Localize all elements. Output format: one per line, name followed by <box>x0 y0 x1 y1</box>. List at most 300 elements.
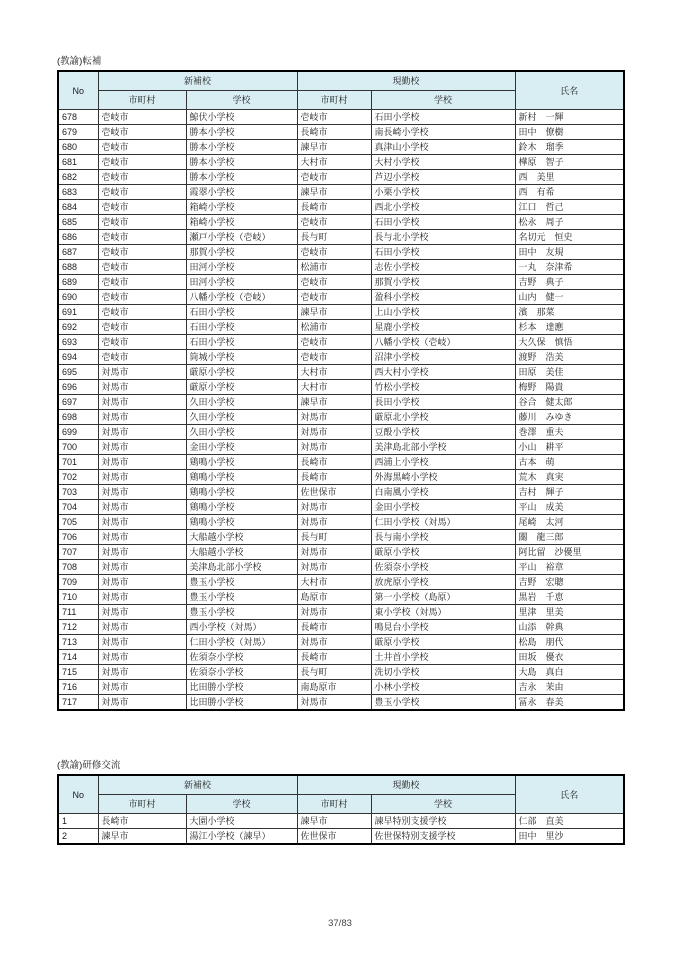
table-row <box>58 365 624 380</box>
teacher-name: 仁部 直美 <box>515 814 624 829</box>
table-row <box>58 829 624 845</box>
teacher-name: 江口 哲己 <box>515 200 624 215</box>
current-school: 上山小学校 <box>371 305 515 320</box>
new-school: 田河小学校 <box>186 260 297 275</box>
teacher-name: 樺原 智子 <box>515 155 624 170</box>
new-school: 大船越小学校 <box>186 545 297 560</box>
new-municipality: 対馬市 <box>98 560 186 575</box>
current-school: 西浦上小学校 <box>371 455 515 470</box>
current-municipality: 壱岐市 <box>297 290 371 305</box>
current-school: 西大村小学校 <box>371 365 515 380</box>
current-school: 土井首小学校 <box>371 650 515 665</box>
current-municipality: 対馬市 <box>297 695 371 711</box>
row-no: 708 <box>58 560 98 575</box>
new-school: 箱崎小学校 <box>186 215 297 230</box>
new-school: 西小学校（対馬） <box>186 620 297 635</box>
current-school: 盈科小学校 <box>371 290 515 305</box>
teacher-name: 吉野 宏聰 <box>515 575 624 590</box>
current-school: 大村小学校 <box>371 155 515 170</box>
current-municipality: 大村市 <box>297 155 371 170</box>
new-school: 豊玉小学校 <box>186 590 297 605</box>
table-row <box>58 200 624 215</box>
new-school: 金田小学校 <box>186 440 297 455</box>
new-municipality: 壱岐市 <box>98 200 186 215</box>
current-municipality: 松浦市 <box>297 320 371 335</box>
current-school: 那賀小学校 <box>371 275 515 290</box>
teacher-name: 鈴木 瑠季 <box>515 140 624 155</box>
current-municipality: 対馬市 <box>297 635 371 650</box>
new-school: 佐須奈小学校 <box>186 650 297 665</box>
new-school: 佐須奈小学校 <box>186 665 297 680</box>
teacher-name: 吉永 茉由 <box>515 680 624 695</box>
row-no: 717 <box>58 695 98 711</box>
current-school: 金田小学校 <box>371 500 515 515</box>
new-municipality: 対馬市 <box>98 605 186 620</box>
current-municipality: 対馬市 <box>297 500 371 515</box>
new-municipality: 対馬市 <box>98 470 186 485</box>
transfer-section <box>57 56 623 711</box>
new-municipality: 壱岐市 <box>98 125 186 140</box>
current-school: 小林小学校 <box>371 680 515 695</box>
header-current-school: 学校 <box>371 91 515 110</box>
new-school: 鶏鳴小学校 <box>186 500 297 515</box>
current-municipality: 諫早市 <box>297 185 371 200</box>
teacher-name: 大島 真白 <box>515 665 624 680</box>
new-municipality: 対馬市 <box>98 620 186 635</box>
row-no: 707 <box>58 545 98 560</box>
header-new-school: 学校 <box>186 795 297 814</box>
current-municipality: 壱岐市 <box>297 335 371 350</box>
row-no: 2 <box>58 829 98 845</box>
table-row <box>58 680 624 695</box>
transfer-table-body <box>58 110 624 711</box>
table-row <box>58 425 624 440</box>
new-municipality: 長崎市 <box>98 814 186 829</box>
table-row <box>58 170 624 185</box>
table-row <box>58 275 624 290</box>
transfer-table-header <box>58 71 624 110</box>
header-current-school: 学校 <box>371 795 515 814</box>
current-school: 外海黒崎小学校 <box>371 470 515 485</box>
current-municipality: 対馬市 <box>297 605 371 620</box>
new-municipality: 壱岐市 <box>98 350 186 365</box>
new-municipality: 壱岐市 <box>98 260 186 275</box>
teacher-name: 關 龍三郎 <box>515 530 624 545</box>
current-municipality: 長与町 <box>297 530 371 545</box>
new-municipality: 対馬市 <box>98 485 186 500</box>
current-municipality: 対馬市 <box>297 545 371 560</box>
table-row <box>58 695 624 711</box>
current-municipality: 壱岐市 <box>297 170 371 185</box>
current-school: 石田小学校 <box>371 215 515 230</box>
new-municipality: 壱岐市 <box>98 305 186 320</box>
current-municipality: 壱岐市 <box>297 350 371 365</box>
current-municipality: 諫早市 <box>297 140 371 155</box>
current-school: 諫早特別支援学校 <box>371 814 515 829</box>
current-school: 八幡小学校（壱岐） <box>371 335 515 350</box>
current-municipality: 長崎市 <box>297 620 371 635</box>
table-row <box>58 560 624 575</box>
new-municipality: 対馬市 <box>98 500 186 515</box>
row-no: 690 <box>58 290 98 305</box>
teacher-name: 尾崎 太河 <box>515 515 624 530</box>
table-row <box>58 380 624 395</box>
new-school: 勝本小学校 <box>186 140 297 155</box>
current-municipality: 大村市 <box>297 575 371 590</box>
new-municipality: 対馬市 <box>98 395 186 410</box>
current-municipality: 大村市 <box>297 380 371 395</box>
current-municipality: 長崎市 <box>297 125 371 140</box>
teacher-name: 大久保 慎悟 <box>515 335 624 350</box>
teacher-name: 杉本 達應 <box>515 320 624 335</box>
new-school: 田河小学校 <box>186 275 297 290</box>
current-municipality: 諫早市 <box>297 305 371 320</box>
teacher-name: 平山 成美 <box>515 500 624 515</box>
transfer-table <box>57 70 625 711</box>
new-school: 鶏鳴小学校 <box>186 485 297 500</box>
table-row <box>58 530 624 545</box>
header-current-municipality: 市町村 <box>297 795 371 814</box>
current-school: 美津島北部小学校 <box>371 440 515 455</box>
header-current-school-group: 現勤校 <box>297 775 515 795</box>
current-school: 鳴見台小学校 <box>371 620 515 635</box>
current-school: 沼津小学校 <box>371 350 515 365</box>
new-municipality: 壱岐市 <box>98 140 186 155</box>
row-no: 685 <box>58 215 98 230</box>
current-school: 洗切小学校 <box>371 665 515 680</box>
table-row <box>58 230 624 245</box>
new-school: 那賀小学校 <box>186 245 297 260</box>
row-no: 705 <box>58 515 98 530</box>
teacher-name: 荒木 真実 <box>515 470 624 485</box>
table-row <box>58 335 624 350</box>
current-school: 長与北小学校 <box>371 230 515 245</box>
current-municipality: 対馬市 <box>297 410 371 425</box>
row-no: 696 <box>58 380 98 395</box>
current-school: 佐須奈小学校 <box>371 560 515 575</box>
current-school: 厳原小学校 <box>371 635 515 650</box>
row-no: 714 <box>58 650 98 665</box>
new-municipality: 対馬市 <box>98 530 186 545</box>
teacher-name: 西 美里 <box>515 170 624 185</box>
header-no: No <box>58 71 98 110</box>
teacher-name: 松島 朋代 <box>515 635 624 650</box>
header-new-school: 学校 <box>186 91 297 110</box>
table-row <box>58 455 624 470</box>
current-municipality: 長与町 <box>297 665 371 680</box>
current-municipality: 佐世保市 <box>297 485 371 500</box>
current-municipality: 対馬市 <box>297 515 371 530</box>
current-municipality: 対馬市 <box>297 440 371 455</box>
table-row <box>58 290 624 305</box>
new-school: 筒城小学校 <box>186 350 297 365</box>
new-municipality: 壱岐市 <box>98 320 186 335</box>
current-school: 佐世保特別支援学校 <box>371 829 515 845</box>
new-school: 鶏鳴小学校 <box>186 455 297 470</box>
header-current-municipality: 市町村 <box>297 91 371 110</box>
new-municipality: 諫早市 <box>98 829 186 845</box>
table-row <box>58 590 624 605</box>
current-municipality: 対馬市 <box>297 560 371 575</box>
new-school: 勝本小学校 <box>186 155 297 170</box>
teacher-name: 新村 一輝 <box>515 110 624 125</box>
current-municipality: 壱岐市 <box>297 245 371 260</box>
table-row <box>58 125 624 140</box>
row-no: 710 <box>58 590 98 605</box>
row-no: 684 <box>58 200 98 215</box>
new-municipality: 対馬市 <box>98 455 186 470</box>
row-no: 713 <box>58 635 98 650</box>
new-school: 厳原小学校 <box>186 380 297 395</box>
row-no: 700 <box>58 440 98 455</box>
current-municipality: 長与町 <box>297 230 371 245</box>
current-school: 長田小学校 <box>371 395 515 410</box>
row-no: 682 <box>58 170 98 185</box>
row-no: 715 <box>58 665 98 680</box>
current-school: 竹松小学校 <box>371 380 515 395</box>
teacher-name: 吉村 輝子 <box>515 485 624 500</box>
current-school: 第一小学校（島原） <box>371 590 515 605</box>
teacher-name: 山内 健一 <box>515 290 624 305</box>
page-number: 37/83 <box>328 918 352 929</box>
new-school: 石田小学校 <box>186 320 297 335</box>
table-row <box>58 245 624 260</box>
row-no: 695 <box>58 365 98 380</box>
row-no: 699 <box>58 425 98 440</box>
teacher-name: 里津 里美 <box>515 605 624 620</box>
row-no: 678 <box>58 110 98 125</box>
teacher-name: 谷合 健太郎 <box>515 395 624 410</box>
new-school: 八幡小学校（壱岐） <box>186 290 297 305</box>
table-row <box>58 155 624 170</box>
row-no: 706 <box>58 530 98 545</box>
row-no: 680 <box>58 140 98 155</box>
new-school: 比田勝小学校 <box>186 680 297 695</box>
new-municipality: 対馬市 <box>98 680 186 695</box>
new-school: 瀬戸小学校（壱岐） <box>186 230 297 245</box>
table-row <box>58 485 624 500</box>
new-municipality: 壱岐市 <box>98 110 186 125</box>
teacher-name: 巻澤 重夫 <box>515 425 624 440</box>
new-municipality: 壱岐市 <box>98 290 186 305</box>
new-school: 大船越小学校 <box>186 530 297 545</box>
current-school: 厳原北小学校 <box>371 410 515 425</box>
exchange-section <box>57 760 623 845</box>
current-school: 真津山小学校 <box>371 140 515 155</box>
new-municipality: 壱岐市 <box>98 335 186 350</box>
current-municipality: 諫早市 <box>297 814 371 829</box>
new-school: 鶏鳴小学校 <box>186 515 297 530</box>
teacher-name: 田坂 優衣 <box>515 650 624 665</box>
new-school: 大園小学校 <box>186 814 297 829</box>
row-no: 683 <box>58 185 98 200</box>
row-no: 689 <box>58 275 98 290</box>
new-municipality: 対馬市 <box>98 365 186 380</box>
header-name: 氏名 <box>515 775 624 814</box>
header-new-municipality: 市町村 <box>98 91 186 110</box>
table-row <box>58 575 624 590</box>
teacher-name: 田中 里沙 <box>515 829 624 845</box>
exchange-table <box>57 774 625 845</box>
row-no: 704 <box>58 500 98 515</box>
new-school: 鯨伏小学校 <box>186 110 297 125</box>
table-row <box>58 410 624 425</box>
transfer-section-title: (教諭)転補 <box>57 56 102 67</box>
table-row <box>58 440 624 455</box>
row-no: 702 <box>58 470 98 485</box>
new-municipality: 対馬市 <box>98 665 186 680</box>
table-row <box>58 350 624 365</box>
current-municipality: 対馬市 <box>297 425 371 440</box>
teacher-name: 古本 萌 <box>515 455 624 470</box>
header-new-school-group: 新補校 <box>98 71 297 91</box>
new-municipality: 対馬市 <box>98 695 186 711</box>
row-no: 701 <box>58 455 98 470</box>
row-no: 712 <box>58 620 98 635</box>
current-school: 放虎原小学校 <box>371 575 515 590</box>
exchange-table-header <box>58 775 624 814</box>
header-new-municipality: 市町村 <box>98 795 186 814</box>
current-school: 西北小学校 <box>371 200 515 215</box>
current-municipality: 大村市 <box>297 365 371 380</box>
new-municipality: 対馬市 <box>98 635 186 650</box>
row-no: 697 <box>58 395 98 410</box>
row-no: 688 <box>58 260 98 275</box>
table-row <box>58 395 624 410</box>
new-school: 久田小学校 <box>186 395 297 410</box>
teacher-name: 藤川 みゆき <box>515 410 624 425</box>
current-school: 仁田小学校（対馬） <box>371 515 515 530</box>
current-school: 厳原小学校 <box>371 545 515 560</box>
new-municipality: 対馬市 <box>98 590 186 605</box>
current-municipality: 南島原市 <box>297 680 371 695</box>
table-row <box>58 665 624 680</box>
table-row <box>58 635 624 650</box>
current-school: 豆酘小学校 <box>371 425 515 440</box>
new-school: 勝本小学校 <box>186 125 297 140</box>
current-municipality: 長崎市 <box>297 470 371 485</box>
header-name: 氏名 <box>515 71 624 110</box>
new-municipality: 対馬市 <box>98 440 186 455</box>
header-current-school-group: 現勤校 <box>297 71 515 91</box>
teacher-name: 冨永 春美 <box>515 695 624 711</box>
header-no: No <box>58 775 98 814</box>
new-school: 湯江小学校（諫早） <box>186 829 297 845</box>
teacher-name: 山添 幹典 <box>515 620 624 635</box>
new-school: 美津島北部小学校 <box>186 560 297 575</box>
current-school: 小栗小学校 <box>371 185 515 200</box>
teacher-name: 田中 友規 <box>515 245 624 260</box>
row-no: 679 <box>58 125 98 140</box>
current-municipality: 島原市 <box>297 590 371 605</box>
row-no: 709 <box>58 575 98 590</box>
table-row <box>58 545 624 560</box>
row-no: 694 <box>58 350 98 365</box>
row-no: 681 <box>58 155 98 170</box>
current-school: 石田小学校 <box>371 110 515 125</box>
teacher-name: 黒岩 千恵 <box>515 590 624 605</box>
current-school: 白南風小学校 <box>371 485 515 500</box>
table-row <box>58 620 624 635</box>
table-row <box>58 470 624 485</box>
row-no: 691 <box>58 305 98 320</box>
row-no: 703 <box>58 485 98 500</box>
header-new-school-group: 新補校 <box>98 775 297 795</box>
row-no: 698 <box>58 410 98 425</box>
new-municipality: 対馬市 <box>98 545 186 560</box>
row-no: 716 <box>58 680 98 695</box>
current-municipality: 佐世保市 <box>297 829 371 845</box>
current-school: 南長崎小学校 <box>371 125 515 140</box>
new-school: 箱崎小学校 <box>186 200 297 215</box>
new-municipality: 対馬市 <box>98 410 186 425</box>
current-municipality: 壱岐市 <box>297 275 371 290</box>
table-row <box>58 814 624 829</box>
new-municipality: 対馬市 <box>98 650 186 665</box>
current-municipality: 壱岐市 <box>297 215 371 230</box>
teacher-name: 吉野 典子 <box>515 275 624 290</box>
teacher-name: 一丸 奈津希 <box>515 260 624 275</box>
teacher-name: 田中 僚樹 <box>515 125 624 140</box>
table-row <box>58 500 624 515</box>
current-municipality: 壱岐市 <box>297 110 371 125</box>
teacher-name: 阿比留 沙優里 <box>515 545 624 560</box>
new-municipality: 壱岐市 <box>98 185 186 200</box>
current-municipality: 諫早市 <box>297 395 371 410</box>
current-school: 東小学校（対馬） <box>371 605 515 620</box>
new-school: 久田小学校 <box>186 425 297 440</box>
current-municipality: 長崎市 <box>297 650 371 665</box>
new-school: 仁田小学校（対馬） <box>186 635 297 650</box>
row-no: 693 <box>58 335 98 350</box>
exchange-section-title: (教諭)研修交流 <box>57 760 121 771</box>
new-municipality: 対馬市 <box>98 515 186 530</box>
teacher-name: 名切元 恒史 <box>515 230 624 245</box>
teacher-name: 濱 那菜 <box>515 305 624 320</box>
table-row <box>58 320 624 335</box>
current-school: 長与南小学校 <box>371 530 515 545</box>
table-row <box>58 305 624 320</box>
new-municipality: 壱岐市 <box>98 170 186 185</box>
current-school: 豊玉小学校 <box>371 695 515 711</box>
row-no: 711 <box>58 605 98 620</box>
table-row <box>58 185 624 200</box>
new-municipality: 壱岐市 <box>98 215 186 230</box>
table-row <box>58 650 624 665</box>
new-school: 比田勝小学校 <box>186 695 297 711</box>
new-school: 厳原小学校 <box>186 365 297 380</box>
table-row <box>58 260 624 275</box>
row-no: 1 <box>58 814 98 829</box>
new-municipality: 壱岐市 <box>98 230 186 245</box>
table-row <box>58 140 624 155</box>
new-school: 石田小学校 <box>186 335 297 350</box>
new-school: 勝本小学校 <box>186 170 297 185</box>
new-municipality: 対馬市 <box>98 380 186 395</box>
new-school: 豊玉小学校 <box>186 605 297 620</box>
table-row <box>58 605 624 620</box>
new-school: 霞翠小学校 <box>186 185 297 200</box>
new-municipality: 壱岐市 <box>98 245 186 260</box>
new-municipality: 壱岐市 <box>98 275 186 290</box>
table-row <box>58 215 624 230</box>
row-no: 687 <box>58 245 98 260</box>
table-row <box>58 515 624 530</box>
table-row <box>58 110 624 125</box>
new-school: 鶏鳴小学校 <box>186 470 297 485</box>
teacher-name: 田原 美佳 <box>515 365 624 380</box>
teacher-name: 松永 周子 <box>515 215 624 230</box>
